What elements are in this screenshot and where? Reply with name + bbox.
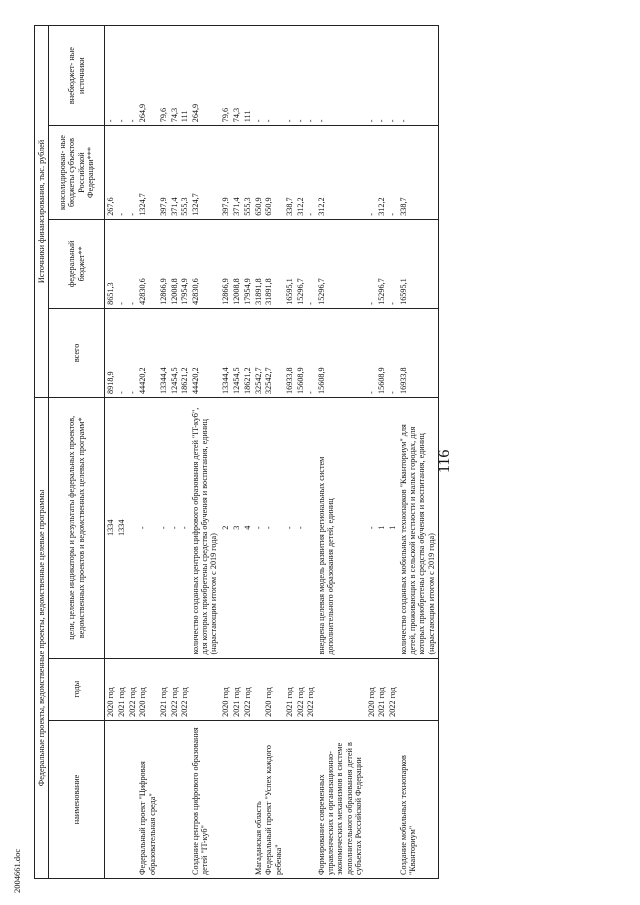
row-regional: - [387, 126, 398, 220]
table-row [179, 26, 190, 879]
row-extra: - [387, 26, 398, 126]
row-name [284, 720, 295, 878]
row-federal: - [366, 219, 377, 308]
table-row [305, 26, 316, 879]
row-regional: 338,7 [284, 126, 295, 220]
row-total: 8918,9 [105, 308, 116, 397]
row-total: 44420,2 [137, 308, 157, 397]
row-regional: 555,3 [179, 126, 190, 220]
row-federal: - [387, 219, 398, 308]
row-year: 2021 год [284, 658, 295, 720]
row-regional: 371,4 [169, 126, 180, 220]
row-year: 2020 год [137, 658, 157, 720]
financing-table [34, 25, 439, 879]
row-extra: 79,6 [220, 26, 231, 126]
row-name [387, 720, 398, 878]
row-total: 16933,8 [284, 308, 295, 397]
row-total: - [387, 308, 398, 397]
row-name [366, 720, 377, 878]
row-year [190, 658, 220, 720]
row-regional: - [305, 126, 316, 220]
row-year [253, 658, 264, 720]
row-federal: - [116, 219, 127, 308]
row-total: 16933,8 [398, 308, 439, 397]
row-year: 2022 год [295, 658, 306, 720]
row-federal: 16595,1 [398, 219, 439, 308]
row-extra: - [127, 26, 138, 126]
row-name [220, 720, 231, 878]
row-regional: - [127, 126, 138, 220]
row-year: 2020 год [263, 658, 283, 720]
row-name: Магаданская область [253, 720, 264, 878]
table-row [366, 26, 377, 879]
row-federal: 31891,8 [263, 219, 283, 308]
row-total: - [305, 308, 316, 397]
row-name: Создание центров цифрового образования детей "IT-куб" [190, 720, 220, 878]
table-row [295, 26, 306, 879]
table-row [116, 26, 127, 879]
row-federal: 31891,8 [253, 219, 264, 308]
table-row [190, 26, 220, 879]
table-body [105, 26, 439, 879]
row-name: Федеральный проект "Успех каждого ребенка" [263, 720, 283, 878]
row-year: 2022 год [387, 658, 398, 720]
row-extra: - [305, 26, 316, 126]
row-name [127, 720, 138, 878]
row-name: Создание мобильных технопарков "Кванториум" [398, 720, 439, 878]
table-row [220, 26, 231, 879]
row-regional: 1324,7 [137, 126, 157, 220]
document-code: 2004661.doc [12, 848, 22, 893]
header-total: всего [49, 308, 105, 397]
header-goals: цели, целевые индикаторы и результаты федеральных проектов, ведомственных проектов и ведомственных целевых программ* [49, 397, 105, 658]
row-year: 2022 год [169, 658, 180, 720]
row-regional: 312,2 [316, 126, 366, 220]
row-total: - [127, 308, 138, 397]
row-extra: 79,6 [158, 26, 169, 126]
row-regional: 312,2 [295, 126, 306, 220]
row-name [179, 720, 190, 878]
row-name [231, 720, 242, 878]
table-row [105, 26, 116, 879]
row-federal: 15296,7 [316, 219, 366, 308]
row-name: Формирование современных управленческих и организационно-экономических механизмов в системе дополнительного образования детей в субъектах Российской Федерации [316, 720, 366, 878]
row-total: 32542,7 [253, 308, 264, 397]
row-total: 15608,9 [376, 308, 387, 397]
row-federal: - [127, 219, 138, 308]
row-extra: 111 [179, 26, 190, 126]
row-extra: - [398, 26, 439, 126]
row-extra: - [366, 26, 377, 126]
row-name [158, 720, 169, 878]
row-year: 2022 год [179, 658, 190, 720]
row-federal: 12866,9 [158, 219, 169, 308]
row-goal: - [169, 397, 180, 658]
row-year: 2022 год [305, 658, 316, 720]
row-extra: - [376, 26, 387, 126]
row-total: 44420,2 [190, 308, 220, 397]
row-goal: - [366, 397, 377, 658]
row-year: 2020 год [366, 658, 377, 720]
row-regional: 650,9 [253, 126, 264, 220]
table-row [137, 26, 157, 879]
row-total: 12454,5 [231, 308, 242, 397]
row-total: 15608,9 [295, 308, 306, 397]
row-name [169, 720, 180, 878]
table-row [158, 26, 169, 879]
row-total: 12454,5 [169, 308, 180, 397]
table-row [376, 26, 387, 879]
header-financing: Источники финансирования, тыс. рублей [35, 26, 49, 398]
table-row [387, 26, 398, 879]
row-year: 2021 год [116, 658, 127, 720]
table-row [398, 26, 439, 879]
row-name [295, 720, 306, 878]
table-row [316, 26, 366, 879]
row-total: 15608,9 [316, 308, 366, 397]
table-row [169, 26, 180, 879]
row-name [242, 720, 253, 878]
row-goal: 1334 [105, 397, 116, 658]
row-federal: 17954,9 [242, 219, 253, 308]
row-regional: 650,9 [263, 126, 283, 220]
row-extra: 111 [242, 26, 253, 126]
row-extra: - [116, 26, 127, 126]
row-total: 32542,7 [263, 308, 283, 397]
row-year [316, 658, 366, 720]
row-total: 18621,2 [179, 308, 190, 397]
row-extra: - [316, 26, 366, 126]
row-federal: 15296,7 [295, 219, 306, 308]
row-federal: 12008,8 [231, 219, 242, 308]
row-extra: 74,3 [169, 26, 180, 126]
row-year: 2021 год [158, 658, 169, 720]
row-total: 13344,4 [158, 308, 169, 397]
row-goal: 1334 [116, 397, 127, 658]
row-federal: 12008,8 [169, 219, 180, 308]
header-extra: внебюджет- ные источники [49, 26, 105, 126]
row-regional: 312,2 [376, 126, 387, 220]
row-name [305, 720, 316, 878]
row-federal: 8651,3 [105, 219, 116, 308]
row-goal: - [284, 397, 295, 658]
row-name [376, 720, 387, 878]
row-year: 2020 год [220, 658, 231, 720]
header-federal: федеральный бюджет** [49, 219, 105, 308]
table-row [127, 26, 138, 879]
row-year: 2020 год [105, 658, 116, 720]
page-number: 116 [436, 449, 453, 473]
row-name [105, 720, 116, 878]
row-federal: 15296,7 [376, 219, 387, 308]
row-year [398, 658, 439, 720]
row-goal: - [137, 397, 157, 658]
row-year: 2021 год [231, 658, 242, 720]
row-total: - [366, 308, 377, 397]
row-regional: 555,3 [242, 126, 253, 220]
row-federal: - [305, 219, 316, 308]
table-row [253, 26, 264, 879]
row-goal: 4 [242, 397, 253, 658]
table-row [231, 26, 242, 879]
header-regional: консолидирован- ные бюджеты субъектов Российской Федерации*** [49, 126, 105, 220]
header-years: годы [49, 658, 105, 720]
row-extra: - [253, 26, 264, 126]
row-year: 2022 год [127, 658, 138, 720]
header-name: наименование [49, 720, 105, 878]
row-goal: 2 [220, 397, 231, 658]
row-total: 13344,4 [220, 308, 231, 397]
row-goal: - [179, 397, 190, 658]
row-regional: 397,9 [158, 126, 169, 220]
row-extra: 74,3 [231, 26, 242, 126]
row-year: 2022 год [242, 658, 253, 720]
row-extra: 264,9 [190, 26, 220, 126]
row-goal: количество созданных центров цифрового образования детей "IT-куб", для которых приобретены средства обучения и воспитания, единиц (нарастающим итогом с 2019 года) [190, 397, 220, 658]
row-goal [127, 397, 138, 658]
row-total: - [116, 308, 127, 397]
row-name [116, 720, 127, 878]
row-goal: - [253, 397, 264, 658]
row-regional: - [116, 126, 127, 220]
row-total: 18621,2 [242, 308, 253, 397]
row-federal: 42830,6 [137, 219, 157, 308]
row-regional: 267,6 [105, 126, 116, 220]
row-goal: - [158, 397, 169, 658]
row-federal: 16595,1 [284, 219, 295, 308]
row-extra: - [105, 26, 116, 126]
row-regional: 371,4 [231, 126, 242, 220]
row-regional: - [366, 126, 377, 220]
row-goal [305, 397, 316, 658]
row-federal: 12866,9 [220, 219, 231, 308]
row-goal: 1 [376, 397, 387, 658]
table-row [242, 26, 253, 879]
table-row [284, 26, 295, 879]
row-regional: 397,9 [220, 126, 231, 220]
row-goal: внедрена целевая модель развития региональных систем дополнительного образования детей, единиц [316, 397, 366, 658]
row-regional: 1324,7 [190, 126, 220, 220]
row-federal: 17954,9 [179, 219, 190, 308]
header-projects: Федеральные проекты, ведомственные проекты, ведомственные целевые программы [35, 397, 49, 878]
row-federal: 42830,6 [190, 219, 220, 308]
row-regional: 338,7 [398, 126, 439, 220]
row-name: Федеральный проект "Цифровая образовательная среда" [137, 720, 157, 878]
row-goal: 3 [231, 397, 242, 658]
row-extra: - [284, 26, 295, 126]
row-extra: - [295, 26, 306, 126]
table-row [263, 26, 283, 879]
row-goal: 1 [387, 397, 398, 658]
row-year: 2021 год [376, 658, 387, 720]
row-goal: - [263, 397, 283, 658]
row-goal: количество созданных мобильных технопарков "Кванториум" для детей, проживающих в сельской местности и малых городах, для которых приобретены средства обучения и воспитания, единиц (нарастающим итогом с 2019 года) [398, 397, 439, 658]
row-extra: - [263, 26, 283, 126]
row-extra: 264,9 [137, 26, 157, 126]
row-goal: - [295, 397, 306, 658]
